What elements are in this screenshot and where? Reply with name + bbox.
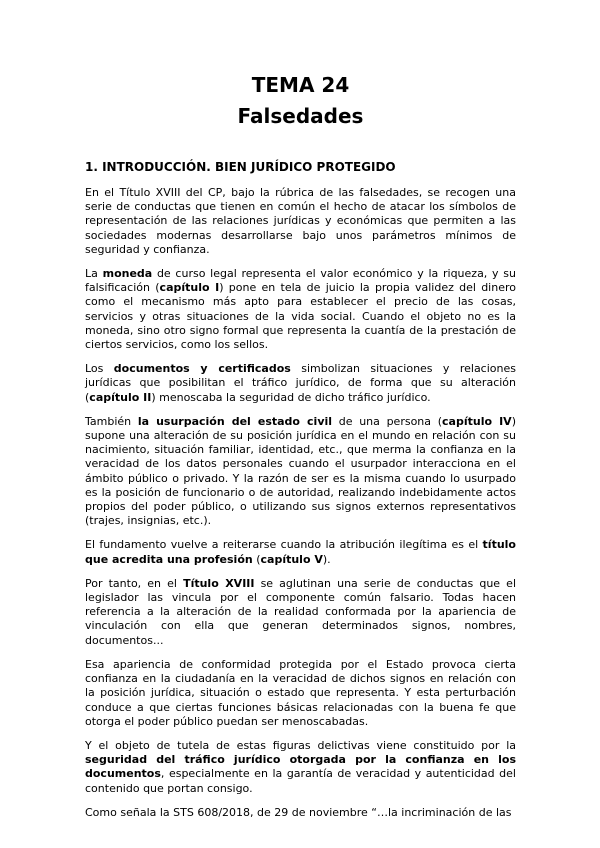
bold-term: capítulo II [89,390,152,404]
text-run: de una persona ( [332,414,443,428]
paragraph-3 [85,362,516,405]
paragraph-7: Esa apariencia de conformidad protegida por el Estado provoca cierta confianza en la ciudadanía en la veracidad de dichos signos en relación con la posición jurídica, situación o estado que representa. Y esta perturbación conduce a que ciertas funciones básicas relacionadas con la buena fe que otorga el poder público puedan ser menoscabadas. [85,657,516,728]
bold-term: moneda [102,267,153,281]
text-run: Por tanto, en el [85,576,184,590]
paragraph-2 [85,267,516,352]
section-heading: 1. INTRODUCCIÓN. BIEN JURÍDICO PROTEGIDO [85,160,396,174]
bold-term: capítulo IV [442,414,512,428]
text-run: Y el objeto de tutela de estas figuras delictivas viene constituido por la [85,738,516,752]
title-block [85,0,516,132]
bold-term: capítulo V [260,552,323,566]
text-run: También [85,414,138,428]
paragraph-5 [85,538,516,566]
text-run: simbolizan situaciones y relaciones jurídicas que posibilitan el tráfico jurídico, de forma que su alteración ( [85,362,516,404]
bold-term: la usurpación del estado civil [137,414,333,428]
page-subtitle: Falsedades [237,104,364,128]
bold-term: documentos y certificados [113,362,291,376]
text-run: ) supone una alteración de su posición jurídica en el mundo en relación con su nacimiento, situación familiar, identidad, etc., que merma la confianza en la veracidad de los datos personales cuando el usurpador interacciona en el ámbito público o privado. Y la razón de ser es la misma cuando lo usurpado es la posición de funcionario o de autoridad, realizando indebidamente actos propios del poder público, o utilizando sus signos externos representativos (trajes, insignias, etc.). [85,414,516,528]
text-run: , especialmente en la garantía de veracidad y autenticidad del contenido que portan consigo. [85,767,516,795]
page-title: TEMA 24 [251,73,350,97]
text-run: La [85,267,103,281]
bold-term: título que acredita una profesión [85,538,516,566]
text-run: se aglutinan una serie de conductas que el legislador las vincula por el componente común falsario. Todas hacen referencia a la alteración de la realidad conformada por la apariencia de vinculación con ella que generan determinados signos, nombres, documentos... [85,576,516,647]
text-run: ( [252,552,261,566]
text-run: ). [322,552,331,566]
text-run: El fundamento vuelve a reiterarse cuando la atribución ilegítima es el [85,538,483,552]
paragraph-1: En el Título XVIII del CP, bajo la rúbrica de las falsedades, se recogen una serie de conductas que tienen en común el hecho de atacar los símbolos de representación de las relaciones jurídicas y económicas que permiten a las sociedades modernas desarrollarse bajo unos parámetros mínimos de seguridad y confianza. [85,186,516,256]
text-run: de curso legal representa el valor económico y la riqueza, y su falsificación ( [85,267,516,295]
paragraph-6 [85,577,516,648]
text-run: ) menoscaba la seguridad de dicho tráfico jurídico. [151,390,431,404]
bold-term: capítulo I [159,281,220,295]
paragraph-9: Como señala la STS 608/2018, de 29 de noviembre “…la incriminación de las [85,805,512,819]
bold-term: Título XVIII [183,576,255,590]
paragraph-8 [85,739,516,796]
text-run: ) pone en tela de juicio la propia validez del dinero como el mecanismo más apto para establecer el precio de las cosas, servicios y otras situaciones de la vida social. Cuando el objeto no es la moneda, sino otro signo formal que representa la cuantía de la prestación de ciertos servicios, como los sellos. [85,281,516,352]
text-run: Los [85,362,114,376]
bold-term: seguridad del tráfico jurídico otorgada por la confianza en los documentos [85,753,516,781]
paragraph-4 [85,415,516,529]
